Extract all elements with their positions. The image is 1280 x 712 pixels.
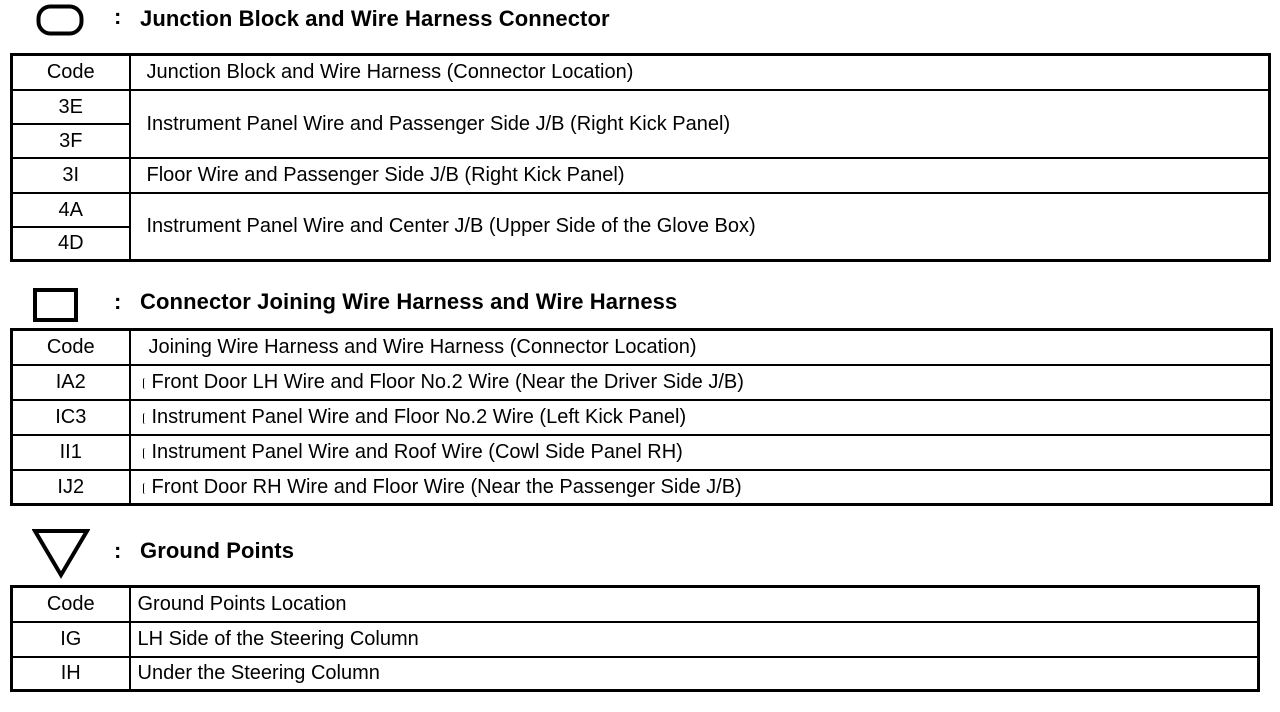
- section-connector-heading: [0, 283, 1280, 323]
- heading-colon: :: [114, 538, 122, 563]
- table-row: [12, 657, 1259, 691]
- location-cell: LH Side of the Steering Column: [130, 622, 1259, 657]
- code-cell: 3E: [12, 90, 130, 124]
- table-header-row: [12, 330, 1272, 365]
- section-title: Junction Block and Wire Harness Connector: [140, 6, 610, 31]
- junction-block-table: [10, 53, 1271, 262]
- location-header: Joining Wire Harness and Wire Harness (Connector Location): [130, 330, 1272, 365]
- code-cell: IA2: [12, 365, 130, 400]
- code-cell: 3I: [12, 158, 130, 193]
- table-row: [12, 158, 1270, 193]
- heading-colon: :: [114, 4, 122, 29]
- paren-mark: [143, 378, 147, 389]
- paren-mark: [143, 448, 147, 459]
- triangle-down-icon: [32, 528, 90, 585]
- square-icon: [33, 288, 79, 327]
- code-header: Code: [12, 587, 130, 622]
- code-cell: IJ2: [12, 470, 130, 505]
- section-junction-block-heading: [0, 0, 1280, 40]
- code-cell: IC3: [12, 400, 130, 435]
- rounded-rect-icon: [36, 4, 84, 41]
- paren-mark: [143, 413, 147, 424]
- connector-table: [10, 328, 1273, 506]
- location-text: Front Door LH Wire and Floor No.2 Wire (Near the Driver Side J/B): [151, 371, 744, 393]
- location-cell: [130, 365, 1272, 400]
- location-cell: Floor Wire and Passenger Side J/B (Right Kick Panel): [130, 158, 1270, 193]
- table-row: [12, 470, 1272, 505]
- code-cell: 4A: [12, 193, 130, 227]
- location-cell: Under the Steering Column: [130, 657, 1259, 691]
- location-cell: [130, 470, 1272, 505]
- location-cell: [130, 435, 1272, 470]
- table-row: [12, 90, 1270, 124]
- table-header-row: [12, 55, 1270, 90]
- table-row: [12, 622, 1259, 657]
- code-header: Code: [12, 330, 130, 365]
- table-row: [12, 435, 1272, 470]
- section-ground-points-heading: [0, 528, 1280, 568]
- table-header-row: [12, 587, 1259, 622]
- location-cell: [130, 400, 1272, 435]
- code-cell: IG: [12, 622, 130, 657]
- paren-mark: [143, 483, 147, 494]
- code-cell: IH: [12, 657, 130, 691]
- table-row: [12, 400, 1272, 435]
- section-title: Connector Joining Wire Harness and Wire Harness: [140, 289, 678, 314]
- location-cell: Instrument Panel Wire and Center J/B (Upper Side of the Glove Box): [130, 193, 1270, 261]
- heading-colon: :: [114, 289, 122, 314]
- location-header: Junction Block and Wire Harness (Connector Location): [130, 55, 1270, 90]
- code-cell: II1: [12, 435, 130, 470]
- location-cell: Instrument Panel Wire and Passenger Side J/B (Right Kick Panel): [130, 90, 1270, 158]
- code-cell: 3F: [12, 124, 130, 158]
- code-header: Code: [12, 55, 130, 90]
- table-row: [12, 193, 1270, 227]
- code-cell: 4D: [12, 227, 130, 261]
- location-text: Instrument Panel Wire and Floor No.2 Wire (Left Kick Panel): [151, 406, 687, 428]
- ground-points-table: [10, 585, 1260, 692]
- location-text: Front Door RH Wire and Floor Wire (Near the Passenger Side J/B): [151, 475, 742, 498]
- table-row: [12, 365, 1272, 400]
- location-text: Instrument Panel Wire and Roof Wire (Cowl Side Panel RH): [151, 441, 683, 463]
- section-title: Ground Points: [140, 538, 295, 563]
- location-header: Ground Points Location: [130, 587, 1259, 622]
